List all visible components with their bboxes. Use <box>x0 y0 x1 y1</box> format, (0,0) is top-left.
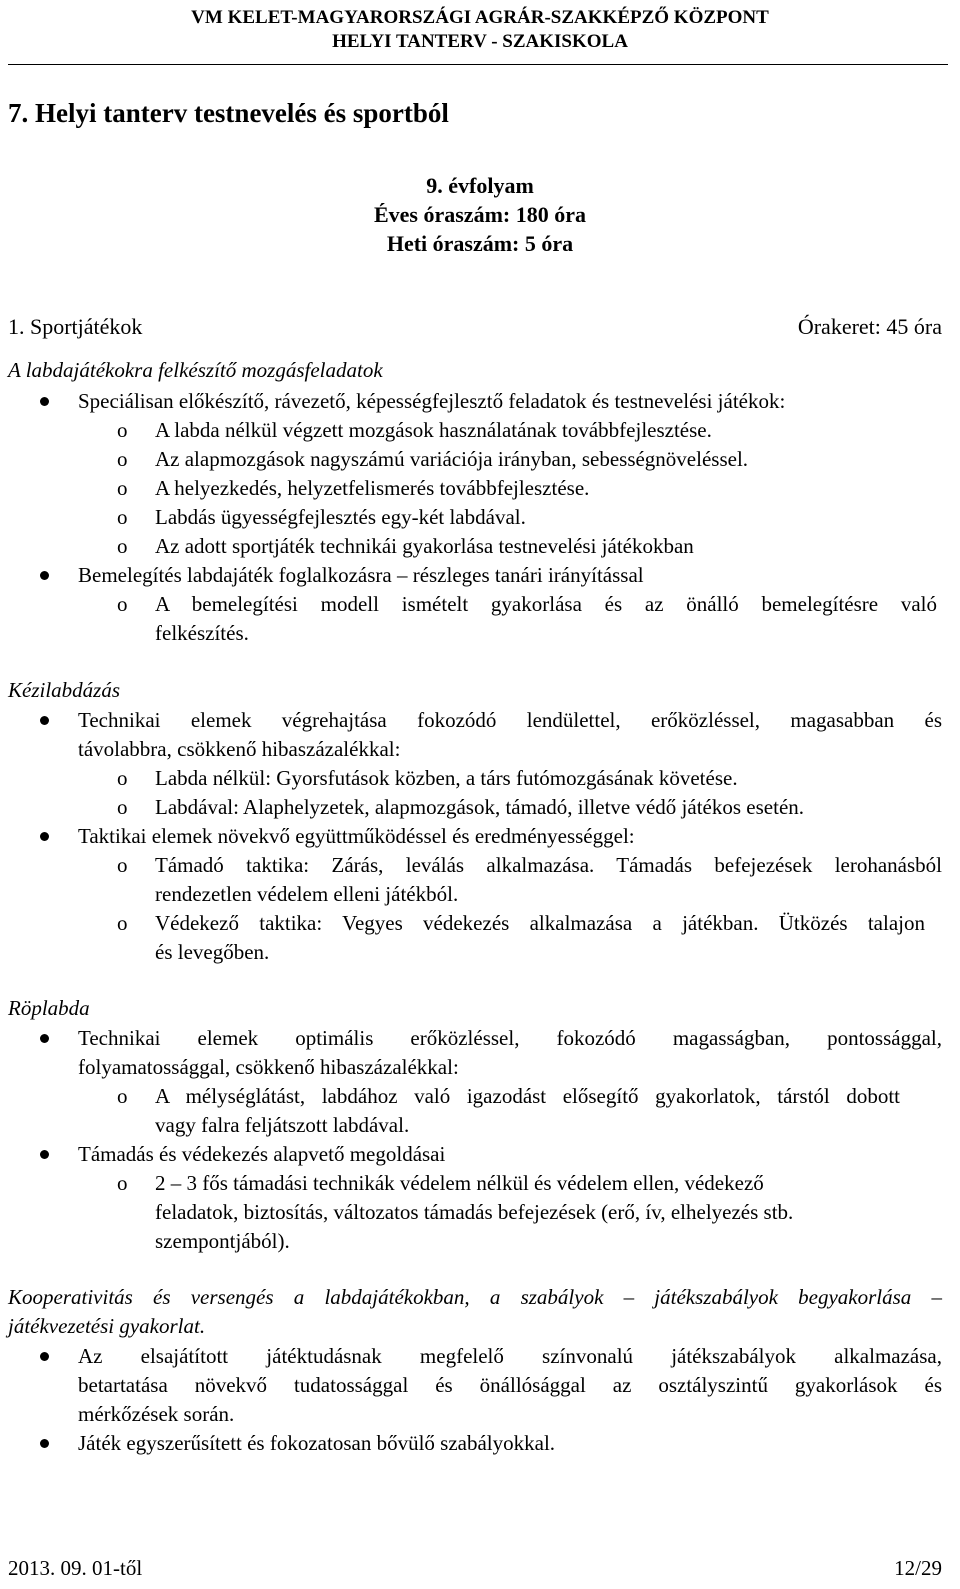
list-item: Labdával: Alaphelyzetek, alapmozgások, támadó, illetve védő játékos esetén. <box>155 795 805 819</box>
list-item: Védekező taktika: Vegyes védekezés alkalmazása a játékban. Ütközés talajon <box>155 911 925 935</box>
weekly-hours: Heti óraszám: 5 óra <box>386 231 574 256</box>
list-item: 2 – 3 fős támadási technikák védelem nélkül és védelem ellen, védekező <box>155 1171 764 1195</box>
bullet-icon <box>40 1150 49 1159</box>
circle-bullet-icon: o <box>117 592 128 616</box>
bullet-icon <box>40 571 49 580</box>
subheading-cooperation-continuation: játékvezetési gyakorlat. <box>8 1314 206 1338</box>
list-item-continuation: távolabbra, csökkenő hibaszázalékkal: <box>78 737 401 761</box>
bullet-icon <box>40 832 49 841</box>
list-item-continuation: felkészítés. <box>155 621 249 645</box>
list-item: A mélységlátást, labdához való igazodást elősegítő gyakorlatok, társtól dobott <box>155 1084 900 1108</box>
circle-bullet-icon: o <box>117 476 128 500</box>
subheading-ball-games-prep: A labdajátékokra felkészítő mozgásfeladatok <box>8 358 383 382</box>
list-item: Játék egyszerűsített és fokozatosan bővülő szabályokkal. <box>78 1431 556 1455</box>
bullet-icon <box>40 1034 49 1043</box>
circle-bullet-icon: o <box>117 447 128 471</box>
list-item: Technikai elemek végrehajtása fokozódó lendülettel, erőközléssel, magasabban és <box>78 708 942 732</box>
list-item: A helyezkedés, helyzetfelismerés továbbfejlesztése. <box>155 476 590 500</box>
list-item: Taktikai elemek növekvő együttműködéssel és eredményességgel: <box>78 824 635 848</box>
list-item-continuation: mérkőzések során. <box>78 1402 235 1426</box>
list-item: A bemelegítési modell ismételt gyakorlása és az önálló bemelegítésre való <box>155 592 937 616</box>
circle-bullet-icon: o <box>117 853 128 877</box>
list-item: Az elsajátított játéktudásnak megfelelő színvonalú játékszabályok alkalmazása, <box>78 1344 942 1368</box>
list-item-continuation: betartatása növekvő tudatossággal és önállósággal az osztályszintű gyakorlások és <box>78 1373 942 1397</box>
circle-bullet-icon: o <box>117 1084 128 1108</box>
circle-bullet-icon: o <box>117 418 128 442</box>
section-title: 1. Sportjátékok <box>8 314 143 339</box>
bullet-icon <box>40 1352 49 1361</box>
header-institution: VM KELET-MAGYARORSZÁGI AGRÁR-SZAKKÉPZŐ KÖZPONT <box>191 7 769 28</box>
page-number: 12/29 <box>894 1556 942 1580</box>
list-item-continuation: szempontjából). <box>155 1229 290 1253</box>
list-item-continuation: vagy falra feljátszott labdával. <box>155 1113 410 1137</box>
list-item: A labda nélkül végzett mozgások használatának továbbfejlesztése. <box>155 418 712 442</box>
subheading-cooperation: Kooperativitás és versengés a labdajátékokban, a szabályok – játékszabályok begyakorlása – <box>8 1285 942 1309</box>
list-item-continuation: folyamatossággal, csökkenő hibaszázalékkal: <box>78 1055 459 1079</box>
annual-hours: Éves óraszám: 180 óra <box>373 202 586 227</box>
list-item: Támadó taktika: Zárás, leválás alkalmazása. Támadás befejezések lerohanásból <box>155 853 942 877</box>
list-item: Az adott sportjáték technikái gyakorlása testnevelési játékokban <box>155 534 694 558</box>
list-item-continuation: rendezetlen védelem elleni játékból. <box>155 882 459 906</box>
list-item: Labdás ügyességfejlesztés egy-két labdával. <box>155 505 526 529</box>
bullet-icon <box>40 716 49 725</box>
list-item: Az alapmozgások nagyszámú variációja irányban, sebességnöveléssel. <box>155 447 749 471</box>
header-subtitle: HELYI TANTERV - SZAKISKOLA <box>332 31 628 52</box>
list-item-continuation: és levegőben. <box>155 940 270 964</box>
circle-bullet-icon: o <box>117 534 128 558</box>
subheading-volleyball: Röplabda <box>8 996 90 1020</box>
list-item: Labda nélkül: Gyorsfutások közben, a társ futómozgásának követése. <box>155 766 738 790</box>
page-title: 7. Helyi tanterv testnevelés és sportból <box>8 98 449 128</box>
grade-year: 9. évfolyam <box>426 173 534 198</box>
section-hours: Órakeret: 45 óra <box>797 314 942 339</box>
bullet-icon <box>40 1439 49 1448</box>
list-item: Technikai elemek optimális erőközléssel, fokozódó magasságban, pontossággal, <box>78 1026 942 1050</box>
list-item: Bemelegítés labdajáték foglalkozásra – részleges tanári irányítással <box>78 563 644 587</box>
circle-bullet-icon: o <box>117 505 128 529</box>
circle-bullet-icon: o <box>117 911 128 935</box>
list-item: Támadás és védekezés alapvető megoldásai <box>78 1142 446 1166</box>
circle-bullet-icon: o <box>117 795 128 819</box>
list-item: Speciálisan előkészítő, rávezető, képességfejlesztő feladatok és testnevelési játékok: <box>78 389 786 413</box>
subheading-handball: Kézilabdázás <box>8 678 121 702</box>
footer-date: 2013. 09. 01-től <box>8 1556 143 1580</box>
circle-bullet-icon: o <box>117 1171 128 1195</box>
circle-bullet-icon: o <box>117 766 128 790</box>
list-item-continuation: feladatok, biztosítás, változatos támadás befejezések (erő, ív, elhelyezés stb. <box>155 1200 794 1224</box>
header-divider <box>8 64 948 65</box>
bullet-icon <box>40 397 49 406</box>
